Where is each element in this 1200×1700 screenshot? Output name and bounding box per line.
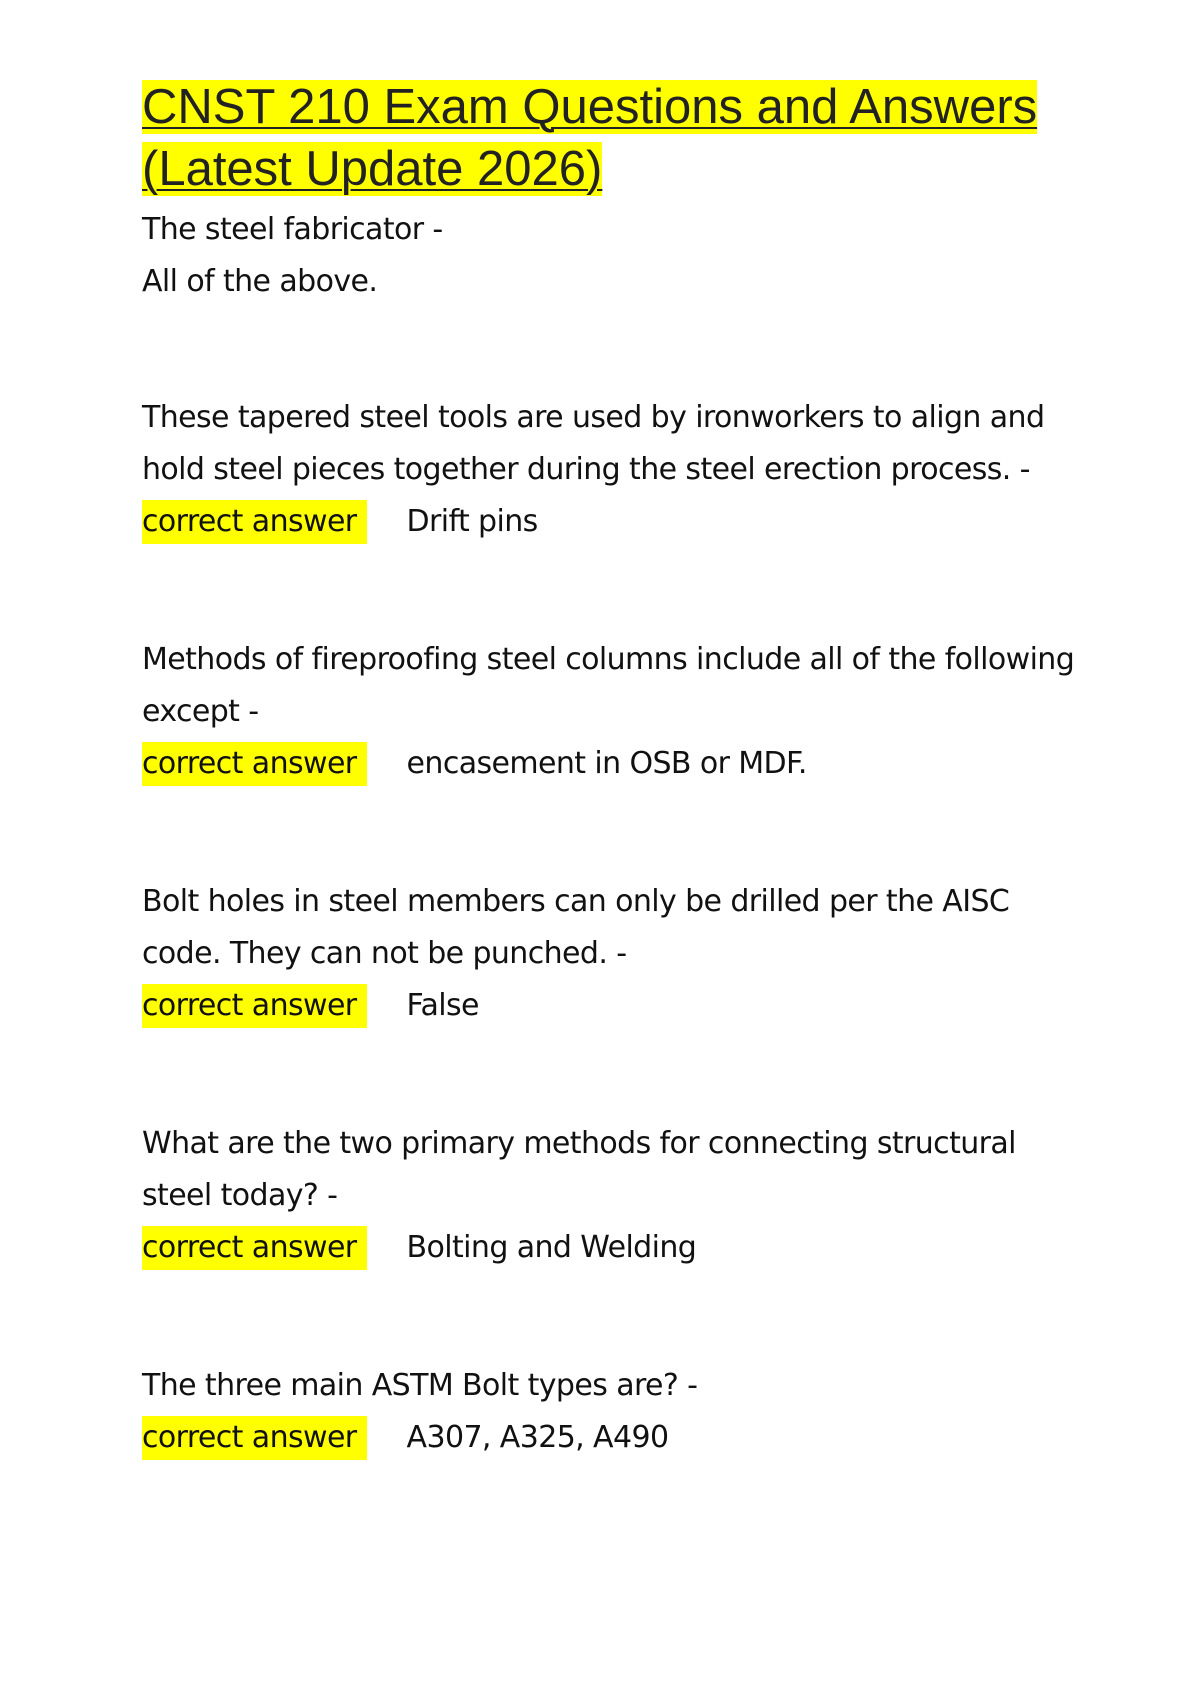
- question-text: These tapered steel tools are used by ironworkers to align and hold steel pieces together during the steel erection process. -: [142, 400, 1045, 487]
- document-page: [142, 76, 1092, 1550]
- answer-text: Drift pins: [406, 504, 538, 539]
- question-text: The three main ASTM Bolt types are? -: [142, 1368, 698, 1403]
- qa-item: [142, 876, 1092, 1032]
- title-line-1: CNST 210 Exam Questions and Answers: [142, 80, 1038, 134]
- correct-answer-label: correct answer: [142, 984, 367, 1028]
- question-text: Methods of fireproofing steel columns include all of the following except -: [142, 642, 1075, 729]
- answer-line: [142, 1412, 1092, 1464]
- answer-line: [142, 1222, 1092, 1274]
- question-text: Bolt holes in steel members can only be drilled per the AISC code. They can not be punched. -: [142, 884, 1010, 971]
- answer-line: [142, 738, 1092, 790]
- qa-item: [142, 392, 1092, 548]
- qa-item: [142, 204, 1092, 308]
- answer-text: Bolting and Welding: [406, 1230, 697, 1265]
- qa-item: [142, 634, 1092, 790]
- question-text: What are the two primary methods for connecting structural steel today? -: [142, 1126, 1016, 1213]
- title-line-2: (Latest Update 2026): [142, 142, 603, 196]
- answer-text: All of the above.: [142, 264, 378, 299]
- answer-line: [142, 980, 1092, 1032]
- correct-answer-label: correct answer: [142, 500, 367, 544]
- answer-line: [142, 496, 1092, 548]
- answer-text: False: [406, 988, 479, 1023]
- qa-item: [142, 1360, 1092, 1464]
- answer-text: A307, A325, A490: [406, 1420, 669, 1455]
- correct-answer-label: correct answer: [142, 1226, 367, 1270]
- answer-text: encasement in OSB or MDF.: [406, 746, 807, 781]
- qa-item: [142, 1118, 1092, 1274]
- question-text: The steel fabricator -: [142, 212, 443, 247]
- correct-answer-label: correct answer: [142, 742, 367, 786]
- document-title: [142, 76, 1092, 200]
- correct-answer-label: correct answer: [142, 1416, 367, 1460]
